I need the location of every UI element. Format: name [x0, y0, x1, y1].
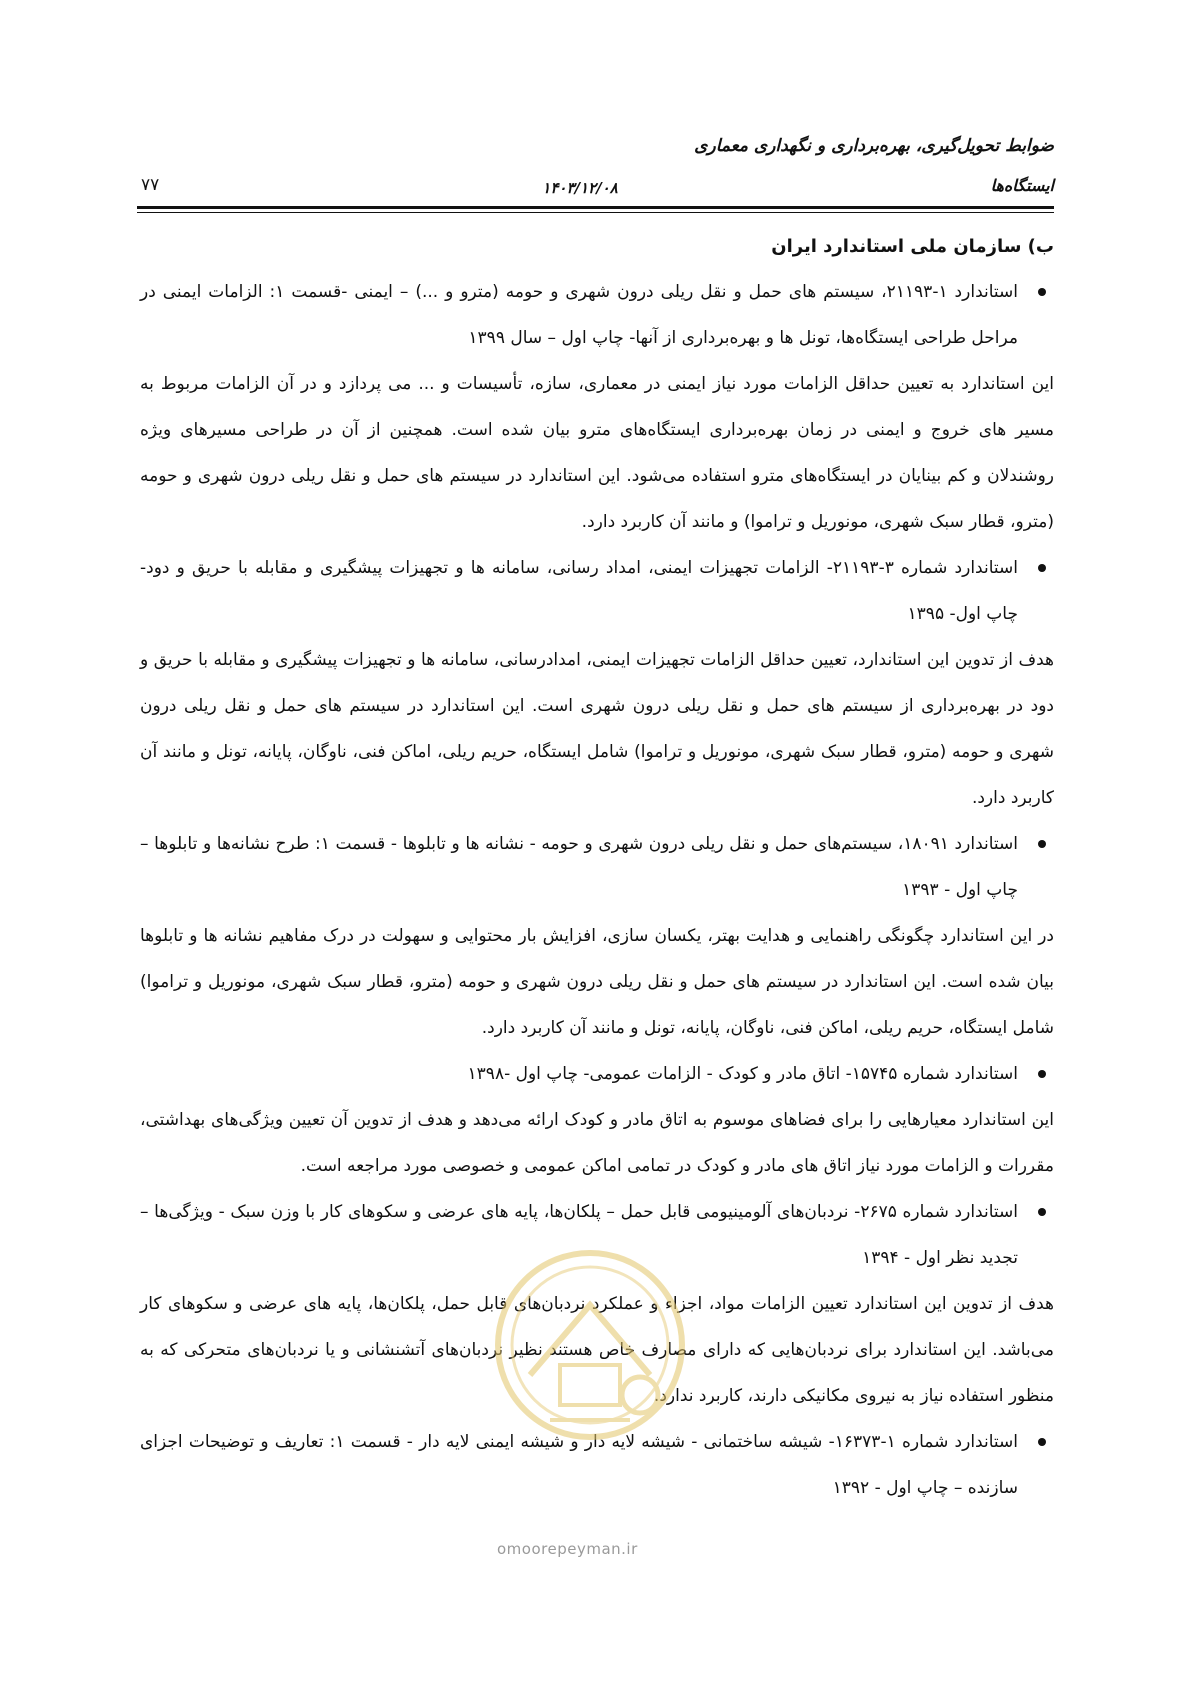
- page-number: ۷۷: [141, 175, 160, 195]
- standard-title: استاندارد شماره ۲۶۷۵- نردبان‌های آلومینیومی قابل حمل – پلکان‌ها، پایه های عرضی و سکوهای کار با وزن سبک - ویژگی‌ها – تجدید نظر اول - ۱۳۹۴: [140, 1202, 1018, 1268]
- bullet-icon: [1038, 1208, 1046, 1216]
- watermark-logo-icon: [490, 1245, 690, 1455]
- standard-description: این استاندارد معیارهایی را برای فضاهای موسوم به اتاق مادر و کودک ارائه می‌دهد و هدف از تدوین آن تعیین ویژگی‌های بهداشتی، مقررات و الزامات مورد نیاز اتاق های مادر و کودک در تمامی اماکن عمومی و خصوصی مورد مراجعه است.: [140, 1110, 1054, 1176]
- standard-title: استاندارد شماره ۱-۱۶۳۷۳- شیشه ساختمانی - شیشه لایه دار و شیشه ایمنی لایه دار - قسمت ۱: تعاریف و توضیحات اجزای سازنده – چاپ اول - ۱۳۹۲: [140, 1432, 1018, 1498]
- standard-item: [140, 1051, 1054, 1097]
- header-rule-thin: [137, 212, 1054, 213]
- standard-description: در این استاندارد چگونگی راهنمایی و هدایت بهتر، یکسان سازی، افزایش بار محتوایی و سهولت در درک مفاهیم نشانه ها و تابلوها بیان شده است. این استاندارد در سیستم های حمل و نقل ریلی درون شهری و حومه (مترو، قطار سبک شهری، مونوریل و تراموا) شامل ایستگاه، حریم ریلی، اماکن فنی، ناوگان، پایانه، تونل و مانند آن کاربرد دارد.: [140, 926, 1054, 1038]
- header-title: ضوابط تحویل‌گیری، بهره‌برداری و نگهداری معماری: [694, 136, 1054, 156]
- bullet-icon: [1038, 1070, 1046, 1078]
- standard-description: این استاندارد به تعیین حداقل الزامات مورد نیاز ایمنی در معماری، سازه، تأسیسات و ... می پردازد و در آن الزامات مربوط به مسیر های خروج و ایمنی در زمان بهره‌برداری ایستگاه‌های مترو بیان شده است. همچنین از آن در طراحی مسیرهای ویژه روشندلان و کم بینایان در ایستگاه‌های مترو استفاده می‌شود. این استاندارد در سیستم های حمل و نقل ریلی درون شهری و حومه (مترو، قطار سبک شهری، مونوریل و تراموا) و مانند آن کاربرد دارد.: [140, 374, 1054, 532]
- section-title: ب) سازمان ملی استاندارد ایران: [771, 236, 1054, 257]
- standard-title: استاندارد ۱۸۰۹۱، سیستم‌های حمل و نقل ریلی درون شهری و حومه - نشانه ها و تابلوها - قسمت ۱: طرح نشانه‌ها و تابلوها – چاپ اول - ۱۳۹۳: [140, 834, 1018, 900]
- standard-item: [140, 269, 1054, 361]
- standard-item: [140, 821, 1054, 913]
- bullet-icon: [1038, 564, 1046, 572]
- bullet-icon: [1038, 840, 1046, 848]
- standard-item: [140, 545, 1054, 637]
- standard-description: هدف از تدوین این استاندارد تعیین الزامات مواد، اجزاء و عملکرد نردبان‌های قابل حمل، پلکان‌ها، پایه های عرضی و سکوهای کار می‌باشد. این استاندارد برای نردبان‌هایی که دارای مصارف خاص هستند نظیر نردبان‌های آتشنشانی و یا نردبان‌های متحرکی که به منظور استفاده نیاز به نیروی مکانیکی دارند، کاربرد ندارد.: [140, 1294, 1054, 1406]
- bullet-icon: [1038, 288, 1046, 296]
- bullet-icon: [1038, 1438, 1046, 1446]
- header-rule-thick: [137, 206, 1054, 209]
- standard-title: استاندارد ۱-۲۱۱۹۳، سیستم های حمل و نقل ریلی درون شهری و حومه (مترو و ...) – ایمنی -قسمت ۱: الزامات ایمنی در مراحل طراحی ایستگاه‌ها، تونل ها و بهره‌برداری از آنها- چاپ اول – سال ۱۳۹۹: [140, 282, 1018, 348]
- standard-title: استاندارد شماره ۱۵۷۴۵- اتاق مادر و کودک - الزامات عمومی- چاپ اول -۱۳۹۸: [467, 1064, 1018, 1084]
- standard-description: هدف از تدوین این استاندارد، تعیین حداقل الزامات تجهیزات ایمنی، امدادرسانی، سامانه ها و تجهیزات پیشگیری و مقابله با حریق و دود در بهره‌برداری از سیستم های حمل و نقل ریلی درون شهری است. این استاندارد در سیستم های حمل و نقل ریلی درون شهری و حومه (مترو، قطار سبک شهری، مونوریل و تراموا) شامل ایستگاه، حریم ریلی، اماکن فنی، ناوگان، پایانه، تونل و مانند آن کاربرد دارد.: [140, 650, 1054, 808]
- header-date: ۱۴۰۳/۱۲/۰۸: [542, 179, 618, 197]
- standard-title: استاندارد شماره ۳-۲۱۱۹۳- الزامات تجهیزات ایمنی، امداد رسانی، سامانه ها و تجهیزات پیشگیری و مقابله با حریق و دود- چاپ اول- ۱۳۹۵: [140, 558, 1018, 624]
- header-subtitle: ایستگاه‌ها: [990, 176, 1054, 195]
- watermark-url: omoorepeyman.ir: [497, 1540, 638, 1558]
